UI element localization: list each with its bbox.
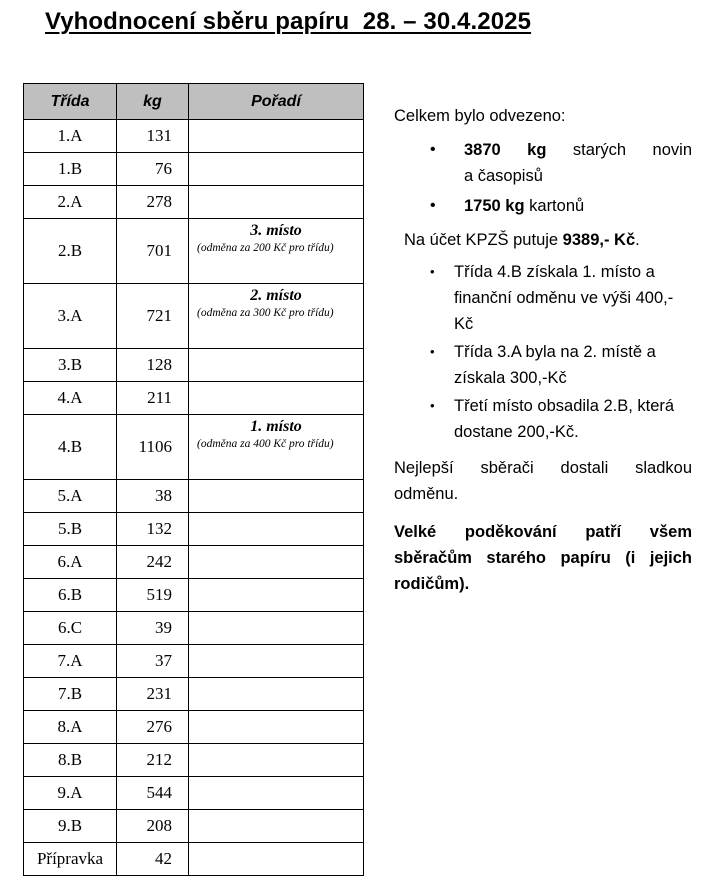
thanks-note: Velké poděkování patří všem sběračům starého papíru (i jejich rodičům). — [394, 523, 692, 593]
kg-cell: 38 — [117, 480, 189, 513]
class-cell: Přípravka — [24, 843, 117, 876]
kg-cell: 242 — [117, 546, 189, 579]
account-suffix: . — [635, 231, 640, 249]
amount-text-continued: a časopisů — [464, 167, 543, 185]
summary-intro: Celkem bylo odvezeno: — [394, 107, 566, 125]
header-rank: Pořadí — [189, 84, 364, 120]
class-cell: 1.B — [24, 153, 117, 186]
account-value: 9389,- Kč — [562, 231, 636, 249]
reward-note: (odměna za 200 Kč pro třídu) — [197, 242, 334, 254]
kg-cell: 231 — [117, 678, 189, 711]
bullet-icon: • — [430, 197, 436, 214]
table-row — [24, 678, 364, 711]
rank-cell — [189, 678, 364, 711]
table-row — [24, 349, 364, 382]
place-label: 2. místo — [250, 287, 302, 304]
amount-value: 1750 kg — [464, 197, 525, 215]
bullet-icon: • — [430, 264, 435, 279]
kg-cell: 212 — [117, 744, 189, 777]
amount-line — [464, 137, 692, 163]
rank-cell — [189, 843, 364, 876]
table-row — [24, 153, 364, 186]
class-cell: 2.A — [24, 186, 117, 219]
account-line — [394, 227, 692, 253]
rank-cell — [189, 711, 364, 744]
results-table — [23, 83, 364, 876]
places-list — [394, 259, 692, 445]
table-row — [24, 219, 364, 284]
kg-cell: 132 — [117, 513, 189, 546]
table-row — [24, 579, 364, 612]
place-text: Třetí místo obsadila 2.B, která dostane 200,-Kč. — [454, 397, 675, 441]
page-title: Vyhodnocení sběru papíru 28. – 30.4.2025 — [45, 8, 532, 35]
rank-cell — [189, 415, 364, 480]
table-row — [24, 810, 364, 843]
amount-value: 3870 kg — [464, 141, 547, 159]
kg-cell: 544 — [117, 777, 189, 810]
bullet-icon: • — [430, 141, 436, 158]
kg-cell: 211 — [117, 382, 189, 415]
place-label: 3. místo — [250, 222, 302, 239]
reward-note: (odměna za 300 Kč pro třídu) — [197, 307, 334, 319]
class-cell: 8.B — [24, 744, 117, 777]
bullet-icon: • — [430, 344, 435, 359]
summary-panel — [394, 103, 692, 597]
kg-cell: 42 — [117, 843, 189, 876]
amount-text: kartonů — [529, 197, 585, 215]
rank-cell — [189, 513, 364, 546]
table-row — [24, 120, 364, 153]
amounts-list — [394, 137, 692, 219]
amount-item-cardboard — [394, 193, 692, 219]
header-class: Třída — [24, 84, 117, 120]
header-kg: kg — [117, 84, 189, 120]
rank-cell — [189, 777, 364, 810]
class-cell: 6.C — [24, 612, 117, 645]
rank-cell — [189, 349, 364, 382]
table-row — [24, 612, 364, 645]
account-prefix: Na účet KPZŠ putuje — [404, 231, 563, 249]
class-cell: 6.B — [24, 579, 117, 612]
rank-cell — [189, 219, 364, 284]
place-item — [394, 339, 692, 391]
kg-cell: 208 — [117, 810, 189, 843]
place-item — [394, 393, 692, 445]
table-body — [24, 120, 364, 876]
place-text: Třída 3.A byla na 2. místě a získala 300,-Kč — [454, 343, 656, 387]
kg-cell: 76 — [117, 153, 189, 186]
table-row — [24, 382, 364, 415]
table-header-row — [24, 84, 364, 120]
kg-cell: 701 — [117, 219, 189, 284]
rank-cell — [189, 579, 364, 612]
class-cell: 3.A — [24, 284, 117, 349]
table-row — [24, 711, 364, 744]
reward-note: (odměna za 400 Kč pro třídu) — [197, 438, 334, 450]
rank-cell — [189, 744, 364, 777]
rank-cell — [189, 480, 364, 513]
kg-cell: 37 — [117, 645, 189, 678]
class-cell: 5.B — [24, 513, 117, 546]
rank-cell — [189, 612, 364, 645]
class-cell: 4.B — [24, 415, 117, 480]
table-row — [24, 284, 364, 349]
class-cell: 7.A — [24, 645, 117, 678]
table-row — [24, 415, 364, 480]
rank-cell — [189, 153, 364, 186]
class-cell: 3.B — [24, 349, 117, 382]
sweets-note: Nejlepší sběrači dostali sladkou odměnu. — [394, 459, 692, 503]
rank-cell — [189, 186, 364, 219]
table-row — [24, 777, 364, 810]
class-cell: 4.A — [24, 382, 117, 415]
class-cell: 9.B — [24, 810, 117, 843]
kg-cell: 1106 — [117, 415, 189, 480]
class-cell: 6.A — [24, 546, 117, 579]
place-item — [394, 259, 692, 337]
bullet-icon: • — [430, 398, 435, 413]
class-cell: 1.A — [24, 120, 117, 153]
kg-cell: 276 — [117, 711, 189, 744]
table-row — [24, 645, 364, 678]
table-row — [24, 744, 364, 777]
class-cell: 2.B — [24, 219, 117, 284]
rank-cell — [189, 546, 364, 579]
amount-item-newspapers — [394, 137, 692, 189]
rank-cell — [189, 810, 364, 843]
rank-cell — [189, 382, 364, 415]
class-cell: 9.A — [24, 777, 117, 810]
class-cell: 5.A — [24, 480, 117, 513]
kg-cell: 128 — [117, 349, 189, 382]
class-cell: 7.B — [24, 678, 117, 711]
kg-cell: 519 — [117, 579, 189, 612]
table-row — [24, 186, 364, 219]
table-row — [24, 480, 364, 513]
rank-cell — [189, 284, 364, 349]
rank-cell — [189, 120, 364, 153]
table-row — [24, 513, 364, 546]
amount-text: starých novin — [572, 141, 692, 159]
place-text: Třída 4.B získala 1. místo a finanční odměnu ve výši 400,-Kč — [454, 263, 674, 333]
kg-cell: 131 — [117, 120, 189, 153]
table-row — [24, 546, 364, 579]
kg-cell: 39 — [117, 612, 189, 645]
place-label: 1. místo — [250, 418, 302, 435]
rank-cell — [189, 645, 364, 678]
class-cell: 8.A — [24, 711, 117, 744]
kg-cell: 278 — [117, 186, 189, 219]
kg-cell: 721 — [117, 284, 189, 349]
table-row — [24, 843, 364, 876]
